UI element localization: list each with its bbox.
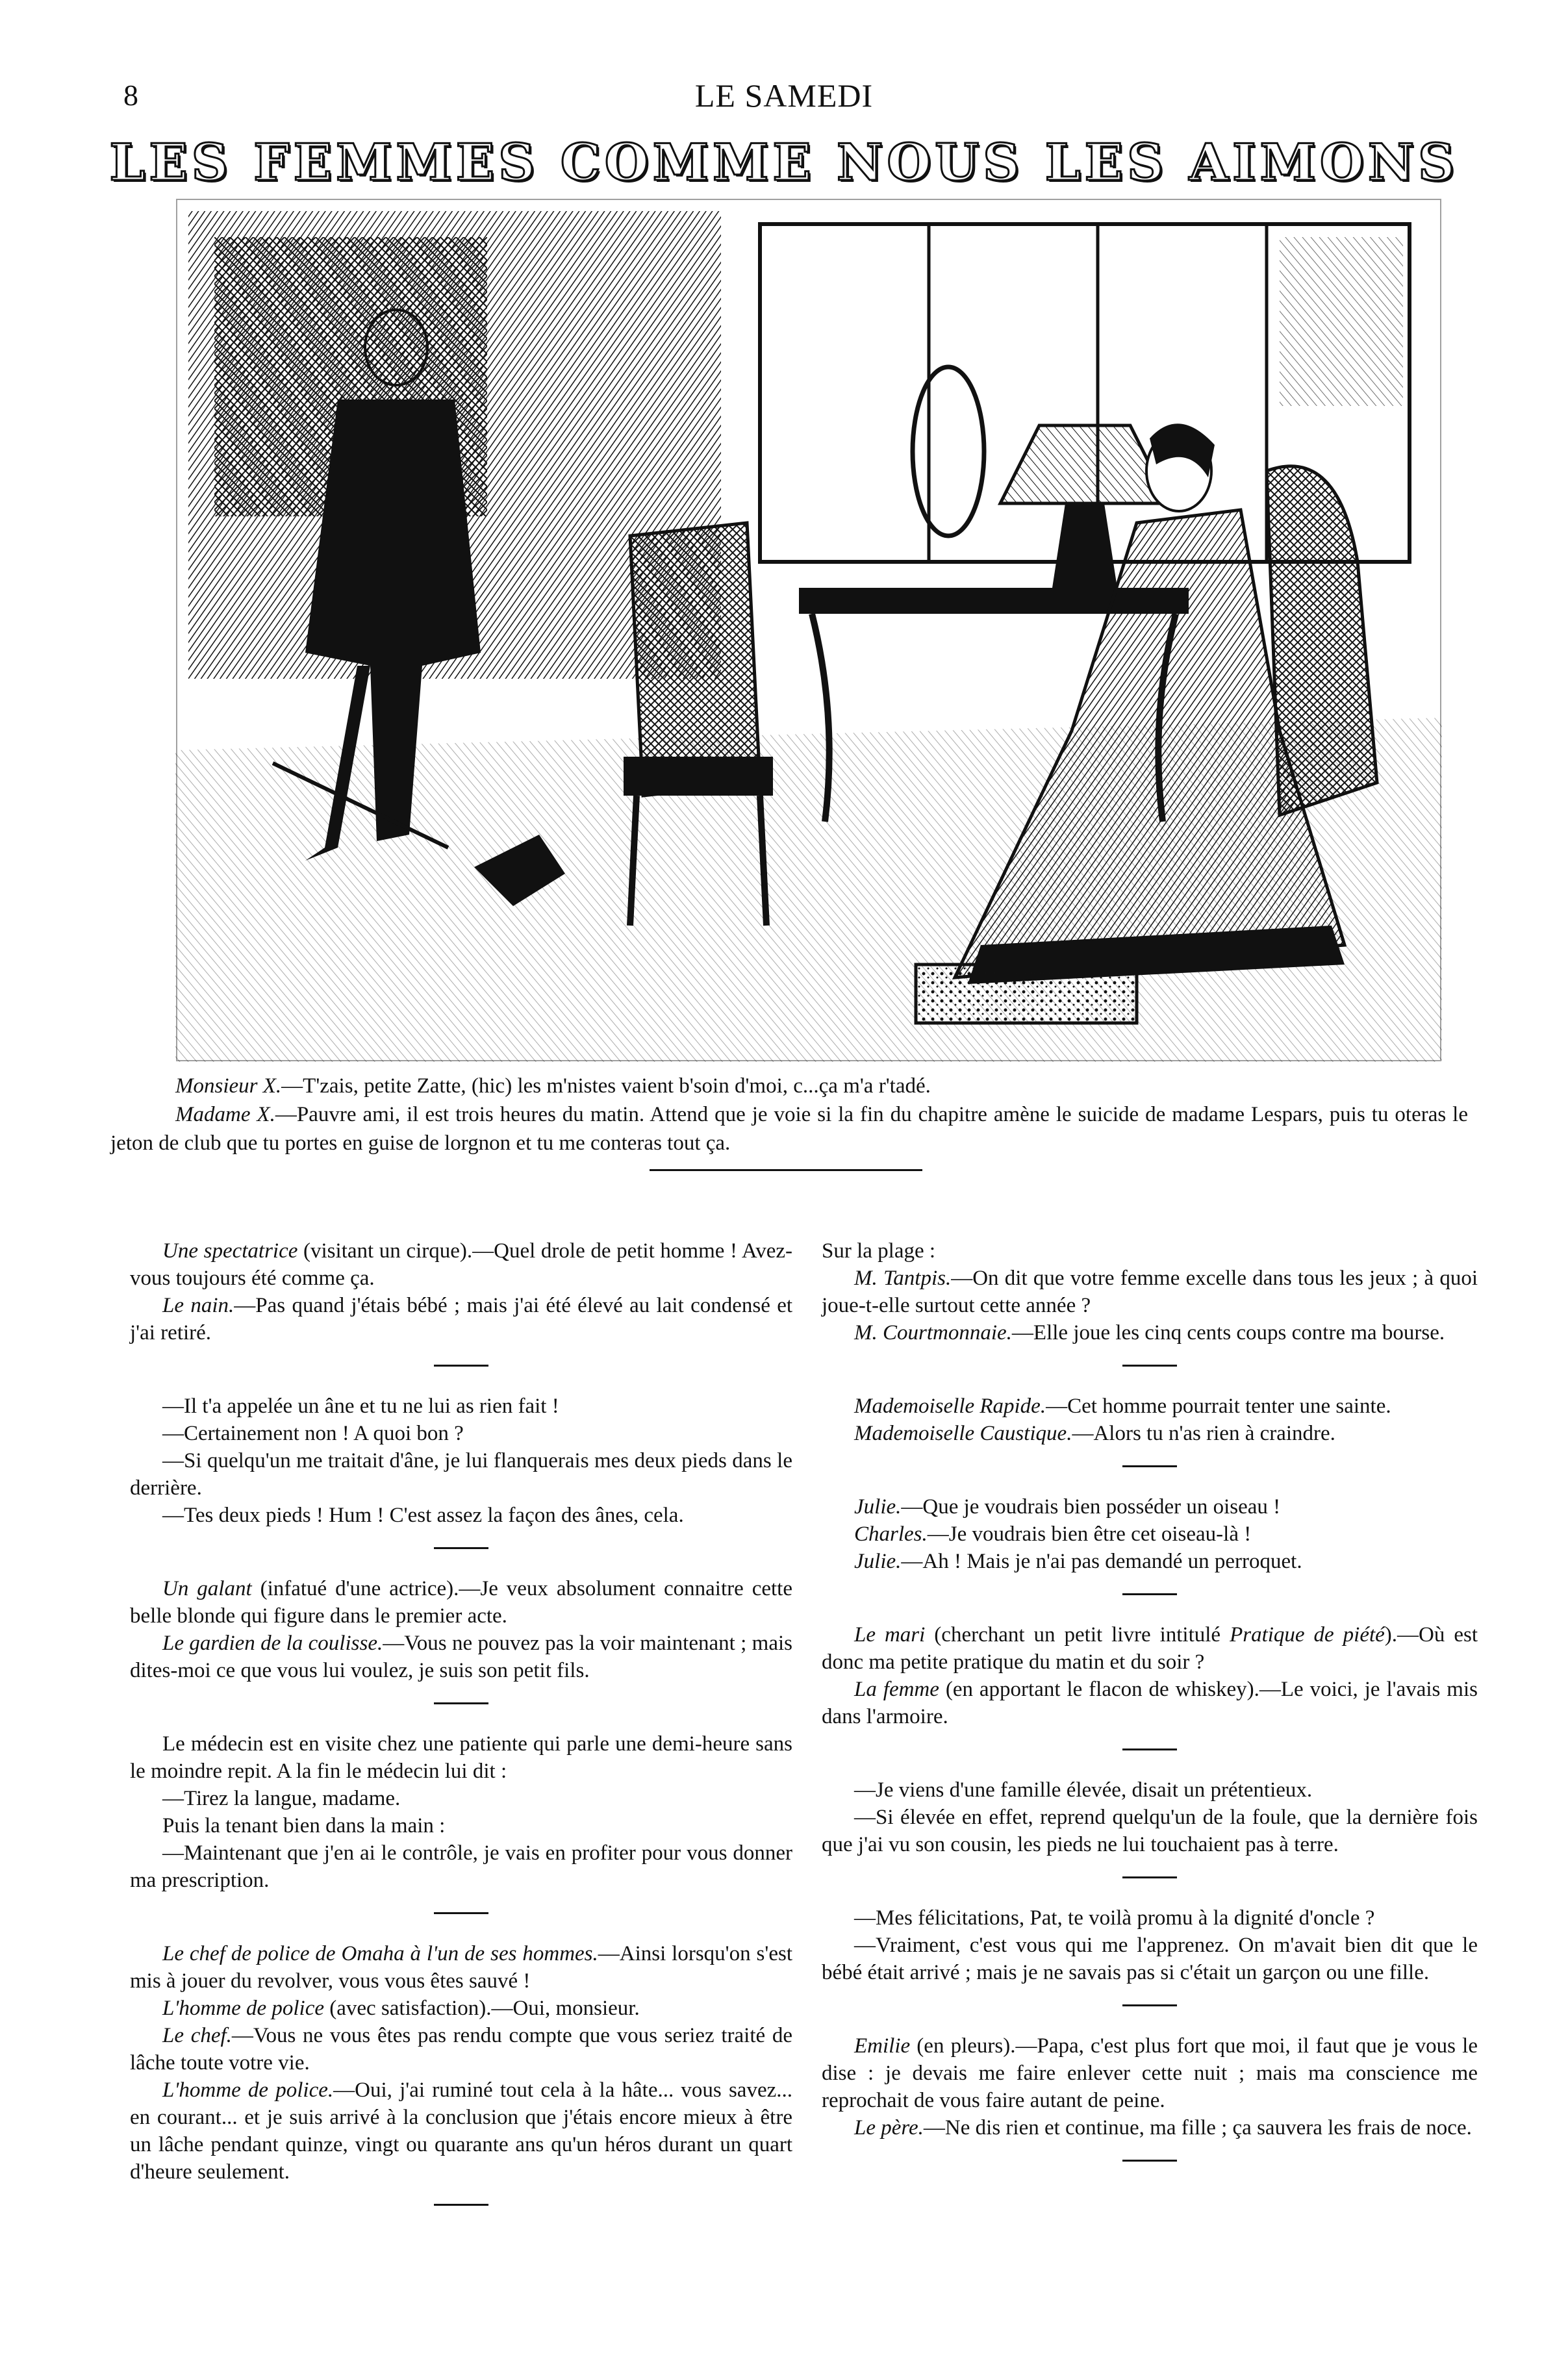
dialogue: (cherchant un petit livre intitulé [925, 1623, 1230, 1647]
separator [434, 1702, 488, 1704]
anecdote [822, 1393, 1478, 1447]
speaker: Un galant [162, 1577, 252, 1600]
anecdote [130, 1575, 792, 1684]
dialogue: —Alors tu n'as rien à craindre. [1072, 1422, 1335, 1445]
separator [1122, 2004, 1177, 2006]
dialogue: (infatué d'une actrice).—Je veux absolument connaitre cette belle blonde qui figure dans le premier acte. [130, 1577, 792, 1628]
dialogue: —Je voudrais bien être cet oiseau-là ! [927, 1522, 1252, 1546]
speaker: Julie. [854, 1495, 902, 1519]
speaker: Le père. [854, 2116, 924, 2140]
speaker: La femme [854, 1678, 939, 1701]
separator [1122, 1365, 1177, 1367]
anecdote [130, 1730, 792, 1894]
right-column [822, 1237, 1478, 2188]
left-column [130, 1237, 792, 2232]
caption-text: —T'zais, petite Zatte, (hic) les m'nistes vaient b'soin d'moi, c...ça m'a r'tadé. [281, 1074, 931, 1098]
illustration-caption [110, 1072, 1468, 1157]
speaker: M. Tantpis. [854, 1267, 952, 1290]
anecdote [822, 1621, 1478, 1730]
dialogue: (en apportant le flacon de whiskey).—Le voici, je l'avais mis dans l'armoire. [822, 1678, 1478, 1728]
separator [434, 1912, 488, 1914]
masthead: LE SAMEDI [694, 77, 874, 114]
speaker: Mademoiselle Rapide. [854, 1395, 1046, 1418]
speaker: Julie. [854, 1550, 902, 1573]
dialogue: —Ne dis rien et continue, ma fille ; ça sauvera les frais de noce. [923, 2116, 1472, 2140]
dialogue: —Tirez la langue, madame. [162, 1787, 401, 1810]
speaker: M. Courtmonnaie. [854, 1321, 1012, 1345]
speaker: Le nain. [162, 1294, 234, 1317]
speaker: Une spectatrice [162, 1239, 298, 1263]
speaker: Le chef. [162, 2024, 232, 2047]
speaker: L'homme de police [162, 1997, 324, 2020]
caption-speaker: Monsieur X. [175, 1074, 282, 1098]
separator [1122, 1465, 1177, 1467]
dialogue: —Ah ! Mais je n'ai pas demandé un perroquet. [901, 1550, 1302, 1573]
headline: LES FEMMES COMME NOUS LES AIMONS [109, 133, 1459, 192]
speaker: L'homme de police. [162, 2078, 334, 2102]
dialogue: (avec satisfaction).—Oui, monsieur. [324, 1997, 640, 2020]
dialogue: Sur la plage : [822, 1239, 936, 1263]
separator [1122, 1749, 1177, 1750]
separator [434, 1365, 488, 1367]
anecdote [130, 1393, 792, 1529]
dialogue: —Si élevée en effet, reprend quelqu'un de la foule, que la dernière fois que j'ai vu son cousin, les pieds ne lui touchaient pas à terre. [822, 1806, 1478, 1856]
engraving-illustration [175, 198, 1442, 1062]
caption-text: —Pauvre ami, il est trois heures du matin. Attend que je voie si la fin du chapitre amène le suicide de madame Lespars, puis tu oteras le jeton de club que tu portes en guise de lorgnon et tu me conteras tout ça. [110, 1103, 1468, 1155]
dialogue: (visitant un cirque).—Quel drole de petit homme ! Avez-vous toujours été comme ça. [130, 1239, 792, 1290]
anecdote [822, 1237, 1478, 1346]
speaker: Charles. [854, 1522, 928, 1546]
speaker: Le gardien de la coulisse. [162, 1632, 383, 1655]
separator [434, 1547, 488, 1549]
caption-speaker: Madame X. [175, 1103, 275, 1126]
anecdote [130, 1940, 792, 2186]
separator [434, 2204, 488, 2206]
book-title: Pratique de piété [1230, 1623, 1385, 1647]
anecdote [822, 1904, 1478, 1986]
dialogue: —Maintenant que j'en ai le contrôle, je vais en profiter pour vous donner ma prescription. [130, 1841, 792, 1892]
speaker: Mademoiselle Caustique. [854, 1422, 1072, 1445]
dialogue: —Mes félicitations, Pat, te voilà promu à la dignité d'oncle ? [854, 1906, 1375, 1930]
separator [1122, 1593, 1177, 1595]
dialogue: —Vous ne vous êtes pas rendu compte que vous seriez traité de lâche toute votre vie. [130, 2024, 792, 2075]
anecdote [822, 1776, 1478, 1858]
dialogue: Le médecin est en visite chez une patiente qui parle une demi-heure sans le moindre repit. A la fin le médecin lui dit : [130, 1732, 792, 1783]
dialogue: —Je viens d'une famille élevée, disait un prétentieux. [854, 1778, 1313, 1802]
dialogue: —Vraiment, c'est vous qui me l'apprenez. On m'avait bien dit que le bébé était arrivé ; mais je ne savais pas si c'était un garçon ou une fille. [822, 1934, 1478, 1984]
dialogue: (en pleurs).—Papa, c'est plus fort que moi, il faut que je vous le dise : je devais me faire enlever cette nuit ; mais ma conscience me reprochait de vous faire autant de peine. [822, 2034, 1478, 2112]
dialogue: —Ainsi lorsqu'on s'est mis à jouer du revolver, vous vous êtes sauvé ! [130, 1942, 792, 1993]
speaker: Le chef de police de Omaha à l'un de ses hommes. [162, 1942, 598, 1965]
dialogue: ).—Où est donc ma petite pratique du matin et du soir ? [822, 1623, 1478, 1674]
dialogue: —Pas quand j'étais bébé ; mais j'ai été élevé au lait condensé et j'ai retiré. [130, 1294, 793, 1345]
dialogue: —Cet homme pourrait tenter une sainte. [1046, 1395, 1391, 1418]
dialogue: —Que je voudrais bien posséder un oiseau ! [901, 1495, 1281, 1519]
anecdote [822, 1493, 1478, 1575]
page-number: 8 [123, 79, 138, 112]
dialogue: Puis la tenant bien dans la main : [162, 1814, 446, 1837]
dialogue: —Tes deux pieds ! Hum ! C'est assez la façon des ânes, cela. [162, 1504, 684, 1527]
speaker: Le mari [854, 1623, 926, 1647]
dialogue: —Certainement non ! A quoi bon ? [162, 1422, 464, 1445]
anecdote [130, 1237, 792, 1346]
speaker: Emilie [854, 2034, 911, 2058]
separator [1122, 2160, 1177, 2162]
dialogue: —Vous ne pouvez pas la voir maintenant ; mais dites-moi ce que vous lui voulez, je suis son petit fils. [130, 1632, 792, 1682]
dialogue: —Oui, j'ai ruminé tout cela à la hâte... vous savez... en courant... et je suis arrivé à la conclusion que j'étais encore mieux à être un lâche pendant quinze, vingt ou quarante ans qu'un héros durant un quart d'heure seulement. [130, 2078, 793, 2184]
dialogue: —Si quelqu'un me traitait d'âne, je lui flanquerais mes deux pieds dans le derrière. [130, 1449, 792, 1500]
separator [1122, 1876, 1177, 1878]
section-divider [650, 1169, 922, 1171]
anecdote [822, 2032, 1478, 2141]
dialogue: —Elle joue les cinq cents coups contre ma bourse. [1011, 1321, 1445, 1345]
dialogue: —Il t'a appelée un âne et tu ne lui as rien fait ! [162, 1395, 559, 1418]
dialogue: —On dit que votre femme excelle dans tous les jeux ; à quoi joue-t-elle surtout cette année ? [822, 1267, 1478, 1317]
